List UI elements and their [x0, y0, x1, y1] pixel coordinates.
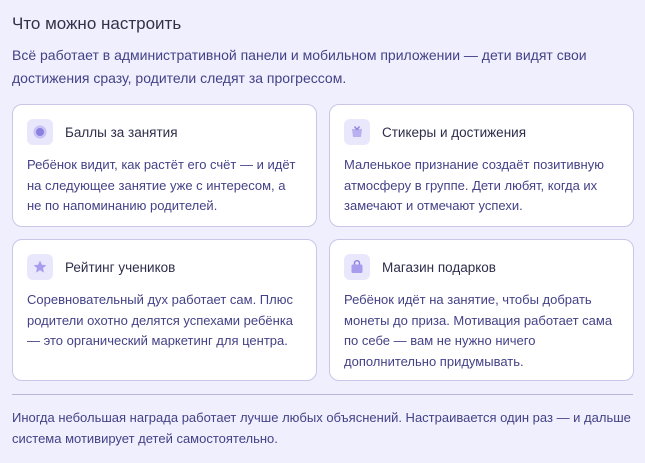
- card-description: Маленькое признание создаёт позитивную атмосферу в группе. Дети любят, когда их замечают и отмечают успехи.: [344, 157, 604, 213]
- sticker-icon: [344, 119, 370, 145]
- star-icon: [27, 254, 53, 280]
- points-icon: [27, 119, 53, 145]
- feature-card-gift-shop: [329, 239, 634, 381]
- card-header: [344, 119, 619, 145]
- feature-card-rating: [12, 239, 317, 381]
- feature-card-points: [12, 104, 317, 227]
- card-header: [27, 254, 302, 280]
- card-title: Стикеры и достижения: [382, 124, 526, 140]
- card-description: Ребёнок видит, как растёт его счёт — и идёт на следующее занятие уже с интересом, а не по напоминанию родителей.: [27, 157, 296, 213]
- shopping-bag-icon: [344, 254, 370, 280]
- card-title: Магазин подарков: [382, 259, 496, 275]
- feature-card-stickers: [329, 104, 634, 227]
- section-footer: Иногда небольшая награда работает лучше любых объяснений. Настраивается один раз — и дальше система мотивирует детей самостоятельно.: [12, 410, 631, 446]
- card-title: Баллы за занятия: [65, 124, 178, 140]
- section-title: Что можно настроить: [12, 14, 182, 33]
- section-lead: Всё работает в административной панели и мобильном приложении — дети видят свои достижения сразу, родители следят за прогрессом.: [12, 47, 587, 86]
- card-description: Ребёнок идёт на занятие, чтобы добрать монеты до приза. Мотивация работает сама по себе — вам не нужно ничего дополнительно придумывать.: [344, 292, 613, 369]
- card-title: Рейтинг учеников: [65, 259, 176, 275]
- section-divider: [12, 394, 633, 395]
- card-header: [27, 119, 302, 145]
- card-header: [344, 254, 619, 280]
- card-description: Соревновательный дух работает сам. Плюс родители охотно делятся успехами ребёнка — это органический маркетинг для центра.: [27, 292, 294, 348]
